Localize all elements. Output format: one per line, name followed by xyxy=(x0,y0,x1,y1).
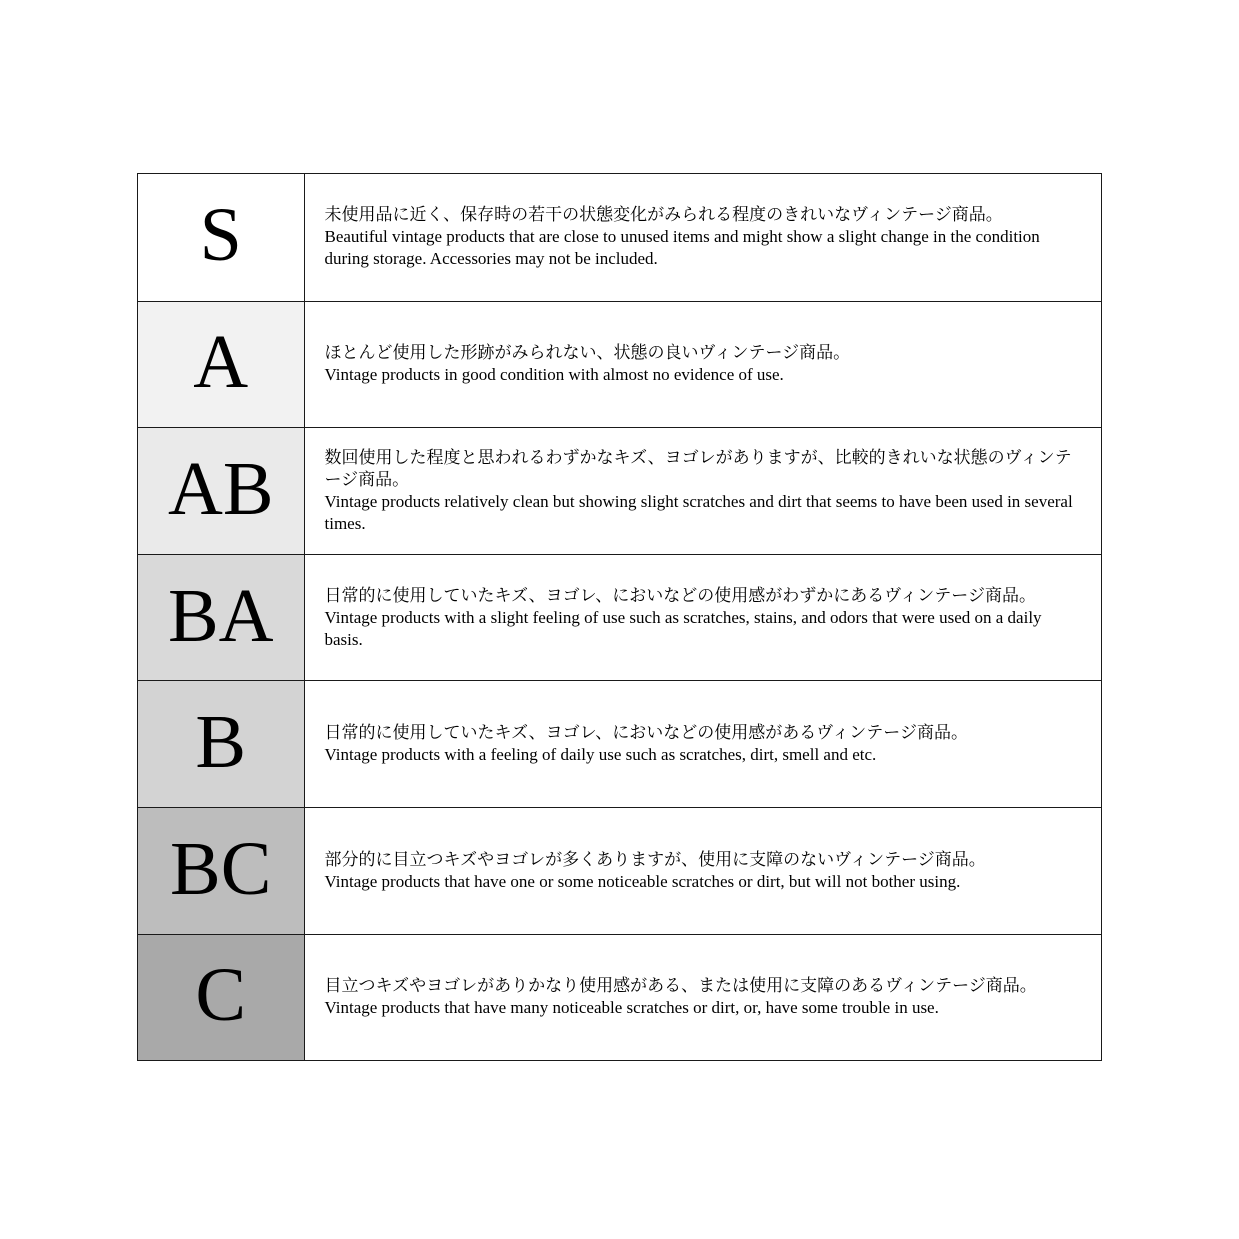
grade-letter: B xyxy=(195,700,247,785)
grade-row-b xyxy=(138,680,1101,807)
grade-description-cell xyxy=(305,808,1102,934)
grade-description-cell xyxy=(305,302,1102,428)
description-japanese: 未使用品に近く、保存時の若干の状態変化がみられる程度のきれいなヴィンテージ商品。 xyxy=(324,205,1003,225)
grade-cell xyxy=(138,808,305,934)
description-english: Vintage products in good condition with almost no evidence of use. xyxy=(324,365,784,385)
grade-cell xyxy=(138,681,305,807)
grade-letter: S xyxy=(199,193,242,278)
description-japanese: 日常的に使用していたキズ、ヨゴレ、においなどの使用感がわずかにあるヴィンテージ商品。 xyxy=(324,585,1036,605)
description-english: Beautiful vintage products that are close to unused items and might show a slight change in the condition during storage. Accessories may not be included. xyxy=(324,227,1040,269)
grade-row-s xyxy=(138,174,1101,301)
description-japanese: 部分的に目立つキズやヨゴレが多くありますが、使用に支障のないヴィンテージ商品。 xyxy=(324,849,986,869)
grade-description-cell xyxy=(305,428,1102,554)
grade-description-cell xyxy=(305,935,1102,1061)
grade-row-a xyxy=(138,301,1101,428)
description-english: Vintage products that have one or some noticeable scratches or dirt, but will not bother using. xyxy=(324,871,961,891)
grade-cell xyxy=(138,302,305,428)
grade-cell xyxy=(138,174,305,301)
grade-row-ab xyxy=(138,427,1101,554)
grade-row-ba xyxy=(138,554,1101,681)
grade-letter: AB xyxy=(167,446,274,531)
grade-cell xyxy=(138,935,305,1061)
grade-cell xyxy=(138,428,305,554)
description-english: Vintage products relatively clean but showing slight scratches and dirt that seems to have been used in several times. xyxy=(324,491,1073,533)
grade-letter: BA xyxy=(167,573,274,658)
grade-cell xyxy=(138,555,305,681)
description-japanese: 数回使用した程度と思われるわずかなキズ、ヨゴレがありますが、比較的きれいな状態のヴィンテージ商品。 xyxy=(324,447,1072,489)
description-english: Vintage products with a feeling of daily use such as scratches, dirt, smell and etc. xyxy=(324,745,877,765)
grade-letter: BC xyxy=(170,826,272,911)
grade-letter: C xyxy=(195,953,247,1038)
grade-description-cell xyxy=(305,174,1102,301)
condition-grade-table xyxy=(137,173,1102,1061)
grade-row-bc xyxy=(138,807,1101,934)
grade-row-c xyxy=(138,934,1101,1061)
description-japanese: ほとんど使用した形跡がみられない、状態の良いヴィンテージ商品。 xyxy=(324,343,851,363)
grade-letter: A xyxy=(193,320,249,405)
grade-description-cell xyxy=(305,681,1102,807)
description-japanese: 目立つキズやヨゴレがありかなり使用感がある、または使用に支障のあるヴィンテージ商品。 xyxy=(324,976,1037,996)
description-english: Vintage products with a slight feeling of use such as scratches, stains, and odors that were used on a daily basis. xyxy=(324,607,1042,649)
description-english: Vintage products that have many noticeable scratches or dirt, or, have some trouble in use. xyxy=(324,998,939,1018)
description-japanese: 日常的に使用していたキズ、ヨゴレ、においなどの使用感があるヴィンテージ商品。 xyxy=(324,723,968,743)
grade-description-cell xyxy=(305,555,1102,681)
